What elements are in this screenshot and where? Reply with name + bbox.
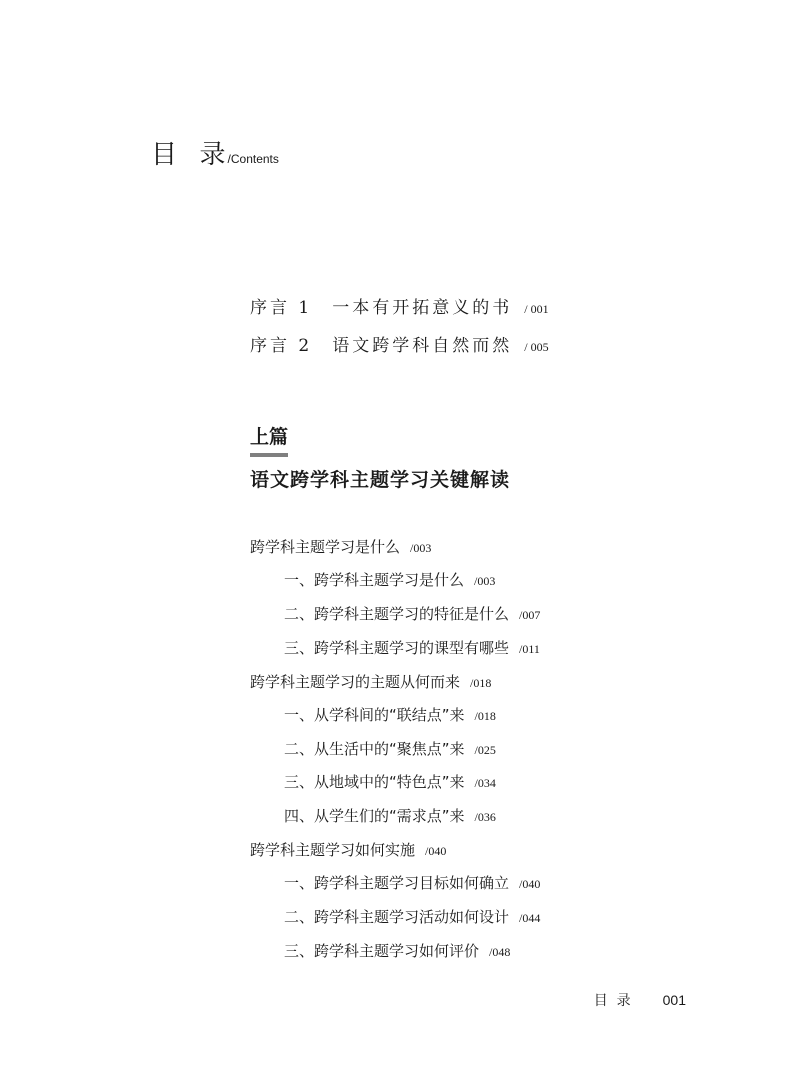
- toc-item[interactable]: [284, 604, 540, 625]
- item-title: 三、跨学科主题学习如何评价: [284, 942, 480, 960]
- section-title: 跨学科主题学习如何实施: [250, 841, 416, 859]
- title-text: 目 录: [151, 140, 228, 170]
- preface-title: 一本有开拓意义的书: [332, 298, 513, 318]
- page-footer: [594, 990, 686, 1011]
- preface-entry[interactable]: [250, 297, 549, 320]
- preface-title: 语文跨学科自然而然: [332, 336, 513, 356]
- item-title: 三、从地域中的“特色点”来: [284, 773, 465, 791]
- section-title: 跨学科主题学习是什么: [250, 538, 401, 556]
- item-page: /003: [474, 574, 496, 588]
- item-title: 二、跨学科主题学习活动如何设计: [284, 908, 510, 926]
- section-page: /040: [425, 844, 447, 858]
- part-title: 语文跨学科主题学习关键解读: [250, 469, 511, 491]
- toc-item[interactable]: [284, 705, 496, 726]
- toc-section[interactable]: [250, 840, 446, 861]
- part-divider: [250, 453, 288, 457]
- toc-item[interactable]: [284, 739, 496, 760]
- item-title: 三、跨学科主题学习的课型有哪些: [284, 639, 510, 657]
- item-page: /007: [519, 608, 541, 622]
- toc-section[interactable]: [250, 537, 431, 558]
- toc-item[interactable]: [284, 806, 496, 827]
- toc-item[interactable]: [284, 570, 495, 591]
- item-page: /040: [519, 877, 541, 891]
- footer-label: 目 录: [593, 993, 631, 1009]
- section-page: /003: [410, 541, 432, 555]
- toc-item[interactable]: [284, 907, 540, 928]
- toc-item[interactable]: [284, 638, 540, 659]
- preface-label: 序言 1: [250, 298, 313, 318]
- item-title: 一、跨学科主题学习目标如何确立: [284, 874, 510, 892]
- part-label: 上篇: [250, 426, 289, 448]
- item-page: /036: [474, 810, 496, 824]
- toc-item[interactable]: [284, 941, 510, 962]
- page-number: 001: [662, 992, 686, 1008]
- item-title: 一、跨学科主题学习是什么: [284, 571, 465, 589]
- item-page: /018: [474, 709, 496, 723]
- section-title: 跨学科主题学习的主题从何而来: [250, 673, 461, 691]
- item-title: 二、从生活中的“聚焦点”来: [284, 740, 465, 758]
- item-page: /011: [519, 642, 540, 656]
- toc-section[interactable]: [250, 672, 491, 693]
- preface-entry[interactable]: [250, 335, 549, 358]
- preface-page: / 005: [524, 340, 549, 354]
- item-title: 一、从学科间的“联结点”来: [284, 706, 465, 724]
- item-page: /044: [519, 911, 541, 925]
- item-page: /025: [474, 743, 496, 757]
- toc-item[interactable]: [284, 772, 496, 793]
- item-title: 二、跨学科主题学习的特征是什么: [284, 605, 510, 623]
- preface-label: 序言 2: [250, 336, 313, 356]
- preface-page: / 001: [524, 302, 549, 316]
- section-page: /018: [470, 676, 492, 690]
- page-title: [151, 140, 279, 174]
- item-title: 四、从学生们的“需求点”来: [284, 807, 465, 825]
- item-page: /034: [474, 776, 496, 790]
- item-page: /048: [489, 945, 511, 959]
- toc-item[interactable]: [284, 873, 540, 894]
- title-subtitle: /Contents: [227, 152, 279, 166]
